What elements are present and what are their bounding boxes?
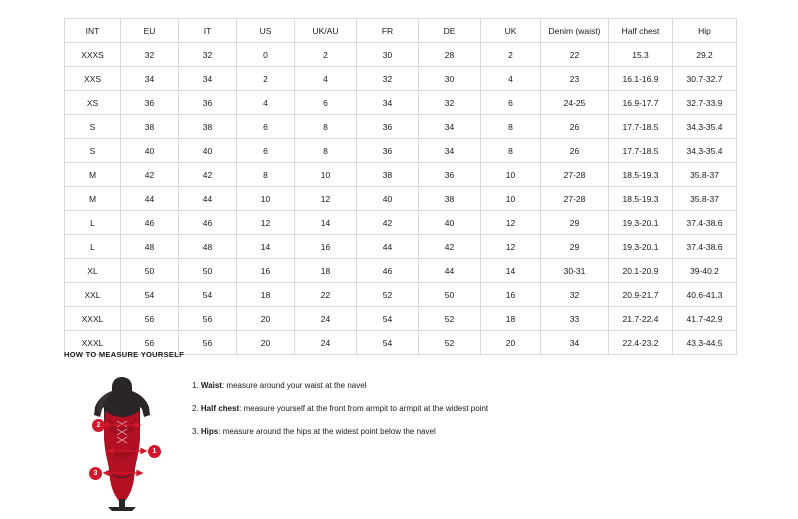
table-row — [65, 259, 737, 283]
cell-denim-waist: 22 — [541, 43, 609, 67]
cell-uk: 10 — [481, 187, 541, 211]
cell-de: 52 — [419, 307, 481, 331]
cell-half-chest: 19.3-20.1 — [609, 235, 673, 259]
cell-hip: 34.3-35.4 — [673, 115, 737, 139]
badge-half-chest: 2 — [92, 419, 105, 432]
cell-uk: 18 — [481, 307, 541, 331]
table-row — [65, 43, 737, 67]
cell-hip: 30.7-32.7 — [673, 67, 737, 91]
cell-de: 36 — [419, 163, 481, 187]
cell-fr: 38 — [357, 163, 419, 187]
cell-uk-au: 12 — [295, 187, 357, 211]
table-row — [65, 283, 737, 307]
cell-uk-au: 8 — [295, 115, 357, 139]
table-row — [65, 187, 737, 211]
table-header-row — [65, 19, 737, 43]
column-header-eu: EU — [121, 19, 179, 43]
cell-half-chest: 15.3 — [609, 43, 673, 67]
table-row — [65, 163, 737, 187]
cell-de: 30 — [419, 67, 481, 91]
cell-uk: 16 — [481, 283, 541, 307]
cell-uk: 6 — [481, 91, 541, 115]
cell-denim-waist: 24-25 — [541, 91, 609, 115]
cell-it: 50 — [179, 259, 237, 283]
cell-fr: 54 — [357, 307, 419, 331]
cell-eu: 40 — [121, 139, 179, 163]
cell-it: 36 — [179, 91, 237, 115]
note-number: 2. — [192, 404, 199, 413]
cell-uk-au: 6 — [295, 91, 357, 115]
cell-it: 54 — [179, 283, 237, 307]
table-row — [65, 211, 737, 235]
how-to-measure-section — [64, 350, 764, 511]
cell-uk: 14 — [481, 259, 541, 283]
cell-half-chest: 19.3-20.1 — [609, 211, 673, 235]
cell-half-chest: 21.7-22.4 — [609, 307, 673, 331]
table-row — [65, 139, 737, 163]
cell-hip: 37.4-38.6 — [673, 211, 737, 235]
cell-de: 50 — [419, 283, 481, 307]
cell-hip: 39-40.2 — [673, 259, 737, 283]
cell-half-chest: 18.5-19.3 — [609, 163, 673, 187]
cell-it: 40 — [179, 139, 237, 163]
cell-de: 28 — [419, 43, 481, 67]
cell-us: 6 — [237, 139, 295, 163]
cell-eu: 38 — [121, 115, 179, 139]
cell-hip: 29.2 — [673, 43, 737, 67]
cell-int: XXXS — [65, 43, 121, 67]
cell-fr: 34 — [357, 91, 419, 115]
cell-hip: 35.8-37 — [673, 163, 737, 187]
cell-eu: 36 — [121, 91, 179, 115]
cell-uk: 12 — [481, 235, 541, 259]
cell-denim-waist: 32 — [541, 283, 609, 307]
column-header-int: INT — [65, 19, 121, 43]
cell-uk-au: 2 — [295, 43, 357, 67]
note-text: : measure around your waist at the navel — [221, 381, 367, 390]
cell-uk: 20 — [481, 331, 541, 355]
measure-note-waist — [192, 381, 488, 391]
cell-eu: 56 — [121, 331, 179, 355]
cell-int: XXXL — [65, 331, 121, 355]
cell-us: 14 — [237, 235, 295, 259]
cell-uk: 12 — [481, 211, 541, 235]
note-number: 3. — [192, 427, 199, 436]
column-header-it: IT — [179, 19, 237, 43]
note-term: Waist — [200, 381, 222, 390]
how-to-measure-title: HOW TO MEASURE YOURSELF — [64, 350, 184, 359]
cell-uk: 10 — [481, 163, 541, 187]
column-header-de: DE — [419, 19, 481, 43]
cell-eu: 48 — [121, 235, 179, 259]
size-chart-table — [64, 18, 737, 355]
cell-eu: 32 — [121, 43, 179, 67]
cell-int: XXXL — [65, 307, 121, 331]
cell-uk-au: 18 — [295, 259, 357, 283]
cell-int: XXS — [65, 67, 121, 91]
cell-us: 8 — [237, 163, 295, 187]
table-row — [65, 235, 737, 259]
cell-it: 44 — [179, 187, 237, 211]
size-chart-container — [64, 18, 736, 355]
mannequin-illustration — [64, 371, 182, 511]
cell-us: 16 — [237, 259, 295, 283]
cell-us: 18 — [237, 283, 295, 307]
cell-it: 48 — [179, 235, 237, 259]
cell-uk-au: 10 — [295, 163, 357, 187]
cell-denim-waist: 30-31 — [541, 259, 609, 283]
cell-denim-waist: 27-28 — [541, 163, 609, 187]
cell-eu: 42 — [121, 163, 179, 187]
cell-uk: 2 — [481, 43, 541, 67]
table-header — [65, 19, 737, 43]
column-header-us: US — [237, 19, 295, 43]
cell-int: XS — [65, 91, 121, 115]
cell-half-chest: 16.9-17.7 — [609, 91, 673, 115]
cell-hip: 37.4-38.6 — [673, 235, 737, 259]
column-header-uk: UK — [481, 19, 541, 43]
measure-note-hips — [192, 427, 488, 437]
cell-fr: 46 — [357, 259, 419, 283]
cell-fr: 40 — [357, 187, 419, 211]
cell-de: 42 — [419, 235, 481, 259]
cell-hip: 32.7-33.9 — [673, 91, 737, 115]
note-term: Hips — [200, 427, 219, 436]
cell-uk: 8 — [481, 139, 541, 163]
note-text: : measure around the hips at the widest point below the navel — [218, 427, 436, 436]
cell-uk-au: 8 — [295, 139, 357, 163]
cell-int: L — [65, 211, 121, 235]
cell-eu: 44 — [121, 187, 179, 211]
cell-int: XL — [65, 259, 121, 283]
cell-hip: 43.3-44.5 — [673, 331, 737, 355]
cell-it: 46 — [179, 211, 237, 235]
cell-half-chest: 17.7-18.5 — [609, 139, 673, 163]
cell-uk: 4 — [481, 67, 541, 91]
cell-fr: 52 — [357, 283, 419, 307]
cell-us: 20 — [237, 331, 295, 355]
cell-de: 40 — [419, 211, 481, 235]
cell-half-chest: 20.1-20.9 — [609, 259, 673, 283]
cell-us: 6 — [237, 115, 295, 139]
badge-hips: 3 — [89, 467, 102, 480]
cell-it: 56 — [179, 331, 237, 355]
table-row — [65, 115, 737, 139]
cell-eu: 46 — [121, 211, 179, 235]
cell-fr: 44 — [357, 235, 419, 259]
cell-uk-au: 24 — [295, 331, 357, 355]
cell-fr: 42 — [357, 211, 419, 235]
column-header-denim-waist: Denim (waist) — [541, 19, 609, 43]
cell-eu: 54 — [121, 283, 179, 307]
cell-de: 44 — [419, 259, 481, 283]
cell-fr: 54 — [357, 331, 419, 355]
cell-de: 34 — [419, 115, 481, 139]
cell-int: S — [65, 115, 121, 139]
cell-uk-au: 24 — [295, 307, 357, 331]
measure-instructions — [192, 371, 488, 450]
cell-hip: 40.6-41.3 — [673, 283, 737, 307]
cell-half-chest: 20.9-21.7 — [609, 283, 673, 307]
cell-half-chest: 16.1-16.9 — [609, 67, 673, 91]
column-header-hip: Hip — [673, 19, 737, 43]
cell-us: 2 — [237, 67, 295, 91]
cell-uk-au: 22 — [295, 283, 357, 307]
cell-denim-waist: 26 — [541, 139, 609, 163]
cell-fr: 36 — [357, 139, 419, 163]
cell-uk-au: 16 — [295, 235, 357, 259]
table-row — [65, 307, 737, 331]
cell-half-chest: 17.7-18.5 — [609, 115, 673, 139]
how-to-measure-body — [64, 371, 764, 511]
cell-uk-au: 4 — [295, 67, 357, 91]
cell-int: L — [65, 235, 121, 259]
cell-denim-waist: 33 — [541, 307, 609, 331]
table-row — [65, 67, 737, 91]
cell-denim-waist: 29 — [541, 235, 609, 259]
cell-int: M — [65, 187, 121, 211]
cell-hip: 41.7-42.9 — [673, 307, 737, 331]
cell-int: S — [65, 139, 121, 163]
cell-eu: 50 — [121, 259, 179, 283]
cell-fr: 30 — [357, 43, 419, 67]
cell-int: M — [65, 163, 121, 187]
cell-it: 34 — [179, 67, 237, 91]
cell-uk-au: 14 — [295, 211, 357, 235]
cell-denim-waist: 23 — [541, 67, 609, 91]
cell-half-chest: 22.4-23.2 — [609, 331, 673, 355]
cell-hip: 35.8-37 — [673, 187, 737, 211]
column-header-fr: FR — [357, 19, 419, 43]
cell-de: 34 — [419, 139, 481, 163]
cell-fr: 36 — [357, 115, 419, 139]
measure-note-half-chest — [192, 404, 488, 414]
mannequin-figure-icon — [64, 371, 182, 511]
note-number: 1. — [192, 381, 199, 390]
cell-us: 4 — [237, 91, 295, 115]
cell-half-chest: 18.5-19.3 — [609, 187, 673, 211]
column-header-half-chest: Half chest — [609, 19, 673, 43]
cell-fr: 32 — [357, 67, 419, 91]
cell-de: 32 — [419, 91, 481, 115]
cell-us: 0 — [237, 43, 295, 67]
cell-denim-waist: 27-28 — [541, 187, 609, 211]
cell-denim-waist: 26 — [541, 115, 609, 139]
cell-it: 38 — [179, 115, 237, 139]
cell-us: 12 — [237, 211, 295, 235]
badge-waist: 1 — [148, 445, 161, 458]
cell-it: 32 — [179, 43, 237, 67]
cell-eu: 56 — [121, 307, 179, 331]
cell-hip: 34.3-35.4 — [673, 139, 737, 163]
cell-int: XXL — [65, 283, 121, 307]
cell-uk: 8 — [481, 115, 541, 139]
table-body — [65, 43, 737, 355]
cell-eu: 34 — [121, 67, 179, 91]
column-header-uk-au: UK/AU — [295, 19, 357, 43]
cell-it: 42 — [179, 163, 237, 187]
note-term: Half chest — [200, 404, 240, 413]
cell-us: 10 — [237, 187, 295, 211]
table-row — [65, 91, 737, 115]
note-text: : measure yourself at the front from armpit to armpit at the widest point — [239, 404, 489, 413]
cell-denim-waist: 34 — [541, 331, 609, 355]
cell-de: 52 — [419, 331, 481, 355]
cell-us: 20 — [237, 307, 295, 331]
cell-de: 38 — [419, 187, 481, 211]
cell-it: 56 — [179, 307, 237, 331]
cell-denim-waist: 29 — [541, 211, 609, 235]
